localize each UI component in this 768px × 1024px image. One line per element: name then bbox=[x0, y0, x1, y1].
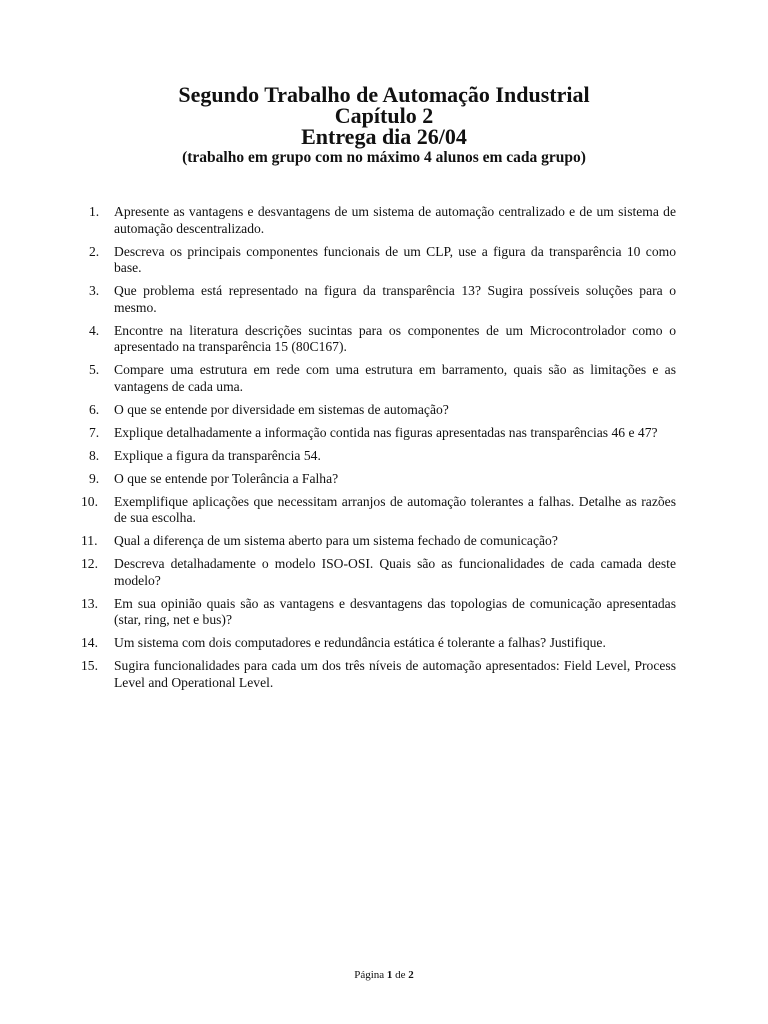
question-list bbox=[81, 204, 676, 698]
page-separator: de bbox=[395, 969, 406, 981]
question-number: 8. bbox=[89, 447, 100, 463]
question-number: 1. bbox=[89, 204, 100, 219]
total-pages-number: 2 bbox=[408, 969, 414, 981]
question-number: 15. bbox=[81, 658, 98, 673]
question-text: Exemplifique aplicações que necessitam arranjos de automação tolerantes a falhas. Detalhe as razões de sua escolha. bbox=[114, 493, 676, 525]
question-number: 4. bbox=[89, 322, 100, 338]
question-text: Encontre na literatura descrições sucintas para os componentes de um Microcontrolador como o apresentado na transparência 15 (80C167). bbox=[114, 322, 676, 354]
question-item-1 bbox=[89, 204, 676, 237]
question-number: 3. bbox=[89, 283, 100, 298]
question-number: 13. bbox=[81, 595, 98, 611]
question-text: Explique detalhadamente a informação contida nas figuras apresentadas nas transparências 46 e 47? bbox=[114, 424, 658, 440]
page-label: Página bbox=[354, 969, 385, 981]
page-footer bbox=[0, 969, 768, 982]
question-number: 6. bbox=[89, 401, 100, 417]
question-item-10 bbox=[81, 493, 676, 527]
document-header bbox=[0, 84, 768, 167]
question-item-2 bbox=[89, 244, 676, 277]
current-page-number: 1 bbox=[386, 969, 393, 981]
question-text: Que problema está representado na figura da transparência 13? Sugira possíveis soluções para o mesmo. bbox=[114, 283, 676, 315]
question-item-15 bbox=[81, 658, 676, 691]
question-number: 12. bbox=[81, 556, 98, 571]
question-text: Compare uma estrutura em rede com uma estrutura em barramento, quais são as limitações e as vantagens de cada uma. bbox=[114, 362, 676, 394]
question-text: Um sistema com dois computadores e redundância estática é tolerante a falhas? Justifique. bbox=[114, 635, 606, 650]
question-text: Qual a diferença de um sistema aberto para um sistema fechado de comunicação? bbox=[114, 533, 558, 548]
question-item-5 bbox=[89, 362, 676, 395]
question-text: Descreva os principais componentes funcionais de um CLP, use a figura da transparência 10 como base. bbox=[114, 243, 676, 275]
due-date-heading: Entrega dia 26/04 bbox=[301, 124, 467, 149]
question-text: Descreva detalhadamente o modelo ISO-OSI. Quais são as funcionalidades de cada camada deste modelo? bbox=[114, 556, 676, 588]
question-item-8 bbox=[89, 448, 676, 465]
question-item-9 bbox=[89, 471, 676, 488]
chapter-heading: Capítulo 2 bbox=[334, 103, 434, 128]
question-text: Em sua opinião quais são as vantagens e desvantagens das topologias de comunicação apresentadas (star, ring, net e bus)? bbox=[114, 595, 676, 627]
question-item-14 bbox=[81, 635, 676, 652]
question-item-11 bbox=[81, 533, 676, 550]
question-text: Sugira funcionalidades para cada um dos três níveis de automação apresentados: Field Level, Process Level and Operational Level. bbox=[114, 658, 676, 690]
question-text: O que se entende por diversidade em sistemas de automação? bbox=[114, 401, 449, 417]
question-number: 2. bbox=[89, 243, 100, 259]
question-number: 11. bbox=[81, 533, 98, 548]
question-item-4 bbox=[89, 323, 676, 356]
question-number: 9. bbox=[89, 470, 100, 486]
question-number: 7. bbox=[89, 424, 100, 440]
question-number: 5. bbox=[89, 362, 100, 377]
question-item-3 bbox=[89, 283, 676, 316]
question-text: Apresente as vantagens e desvantagens de um sistema de automação centralizado e de um sistema de automação descentralizado. bbox=[114, 204, 676, 236]
question-text: Explique a figura da transparência 54. bbox=[114, 447, 321, 463]
question-item-13 bbox=[81, 595, 676, 629]
question-item-7 bbox=[89, 425, 676, 442]
question-text: O que se entende por Tolerância a Falha? bbox=[114, 470, 339, 486]
question-number: 14. bbox=[81, 635, 98, 650]
question-number: 10. bbox=[81, 493, 98, 509]
group-note: (trabalho em grupo com no máximo 4 alunos em cada grupo) bbox=[182, 149, 586, 166]
document-title: Segundo Trabalho de Automação Industrial bbox=[178, 82, 590, 107]
question-item-12 bbox=[81, 556, 676, 589]
question-item-6 bbox=[89, 402, 676, 419]
